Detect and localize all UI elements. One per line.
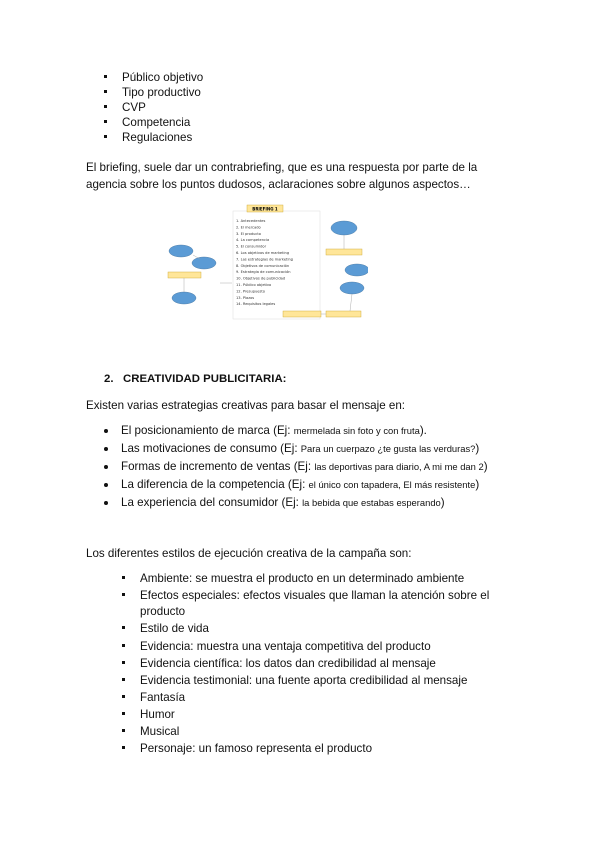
bullet xyxy=(104,135,107,138)
bullet xyxy=(104,465,108,469)
diagram-list-item: 1. Antecedentes xyxy=(236,219,266,223)
strategy-example: las deportivas para diario, A mi me dan 2 xyxy=(314,461,484,472)
diagram-list-item: 12. Presupuesto xyxy=(236,289,265,294)
strategy-end: ) xyxy=(483,460,488,473)
bullet xyxy=(104,90,107,93)
list-item: Tipo productivo xyxy=(122,86,201,99)
list-item: Evidencia: muestra una ventaja competitiva del producto xyxy=(140,640,431,653)
section-title: CREATIVIDAD PUBLICITARIA: xyxy=(123,373,287,385)
strategy-text: Las motivaciones de consumo (Ej: xyxy=(121,442,301,455)
bullet xyxy=(104,75,107,78)
diagram-box xyxy=(168,272,201,278)
diagram-connector xyxy=(350,294,352,311)
bullet xyxy=(104,120,107,123)
diagram-list-item: 5. El consumidor xyxy=(236,244,267,249)
list-item xyxy=(121,496,445,510)
list-item xyxy=(121,442,479,456)
bullet xyxy=(104,501,108,505)
briefing-paragraph xyxy=(86,159,516,193)
diagram-list-item: 9. Estrategia de comunicación xyxy=(236,270,291,275)
bullet xyxy=(122,644,125,647)
bullet xyxy=(122,695,125,698)
bullet xyxy=(104,447,108,451)
diagram-list-item: 4. La competencia xyxy=(236,238,270,243)
strategies-intro: Existen varias estrategias creativas para basar el mensaje en: xyxy=(86,399,405,412)
bullet xyxy=(122,678,125,681)
diagram-list-item: 3. El producto xyxy=(236,231,262,236)
list-item: Regulaciones xyxy=(122,131,193,144)
list-item xyxy=(121,460,488,474)
diagram-oval xyxy=(345,264,368,276)
list-item: Efectos especiales: efectos visuales que llaman la atención sobre el xyxy=(140,589,490,602)
bullet xyxy=(104,483,108,487)
diagram-list-item: 10. Objetivos de publicidad xyxy=(236,276,286,281)
strategy-example: Para un cuerpazo ¿te gusta las verduras? xyxy=(300,443,476,454)
list-item: CVP xyxy=(122,101,146,114)
list-item: Humor xyxy=(140,708,175,721)
list-item: Ambiente: se muestra el producto en un determinado ambiente xyxy=(140,572,465,585)
strategy-text: El posicionamiento de marca (Ej: xyxy=(121,424,294,437)
diagram-list-item: 11. Público objetivo xyxy=(236,283,272,287)
paragraph-line: El briefing, suele dar un contrabriefing, que es una respuesta por parte de la xyxy=(86,161,478,174)
list-item: Fantasía xyxy=(140,691,186,704)
diagram-list-item: 7. Las estrategias de marketing xyxy=(236,257,294,262)
bullet xyxy=(104,429,108,433)
diagram-list-item: 2. El mercado xyxy=(236,225,261,230)
strategy-end: ). xyxy=(419,424,427,437)
strategy-end: ) xyxy=(475,442,480,455)
list-item xyxy=(121,478,479,492)
strategy-end: ) xyxy=(475,478,480,491)
list-item: Personaje: un famoso representa el producto xyxy=(140,742,373,755)
diagram-oval xyxy=(172,292,196,304)
briefing-diagram xyxy=(160,198,368,324)
list-item: Evidencia testimonial: una fuente aporta credibilidad al mensaje xyxy=(140,674,468,687)
strategy-text: Formas de incremento de ventas (Ej: xyxy=(121,460,315,473)
strategy-text: La diferencia de la competencia (Ej: xyxy=(121,478,309,491)
list-item: Competencia xyxy=(122,116,191,129)
diagram-box xyxy=(283,311,321,317)
list-item: Público objetivo xyxy=(122,71,204,84)
bullet xyxy=(122,626,125,629)
bullet xyxy=(122,729,125,732)
strategy-example: mermelada sin foto y con fruta xyxy=(293,425,420,436)
bullet xyxy=(122,712,125,715)
list-item xyxy=(121,424,427,438)
bullet xyxy=(122,576,125,579)
list-item: producto xyxy=(140,605,186,618)
diagram-oval xyxy=(192,257,216,269)
bullet xyxy=(104,105,107,108)
bullet xyxy=(122,593,125,596)
diagram-oval xyxy=(331,221,357,235)
strategy-example: el único con tapadera, El más resistente xyxy=(308,479,476,490)
diagram-box xyxy=(326,311,361,317)
diagram-list-item: 6. Los objetivos de marketing xyxy=(236,251,290,255)
bullet xyxy=(122,746,125,749)
list-item: Musical xyxy=(140,725,180,738)
strategy-example: la bebida que estabas esperando xyxy=(302,497,441,508)
diagram-oval xyxy=(340,282,364,294)
paragraph-line: agencia sobre los puntos dudosos, aclaraciones sobre algunos aspectos… xyxy=(86,178,471,191)
diagram-list-item: 14. Requisitos legales xyxy=(236,302,276,307)
list-item: Estilo de vida xyxy=(140,622,209,635)
diagram-list-item: 13. Plazos xyxy=(236,295,255,300)
strategy-text: La experiencia del consumidor (Ej: xyxy=(121,496,303,509)
styles-intro: Los diferentes estilos de ejecución creativa de la campaña son: xyxy=(86,547,412,560)
diagram-oval xyxy=(169,245,193,257)
strategy-end: ) xyxy=(440,496,445,509)
diagram-title: BRIEFING 1 xyxy=(252,206,278,212)
section-number: 2. xyxy=(104,373,114,385)
diagram-list-item: 8. Objetivos de comunicación xyxy=(236,263,290,268)
section-heading xyxy=(104,373,286,385)
bullet xyxy=(122,661,125,664)
list-item: Evidencia científica: los datos dan credibilidad al mensaje xyxy=(140,657,436,670)
diagram-box xyxy=(326,249,362,255)
